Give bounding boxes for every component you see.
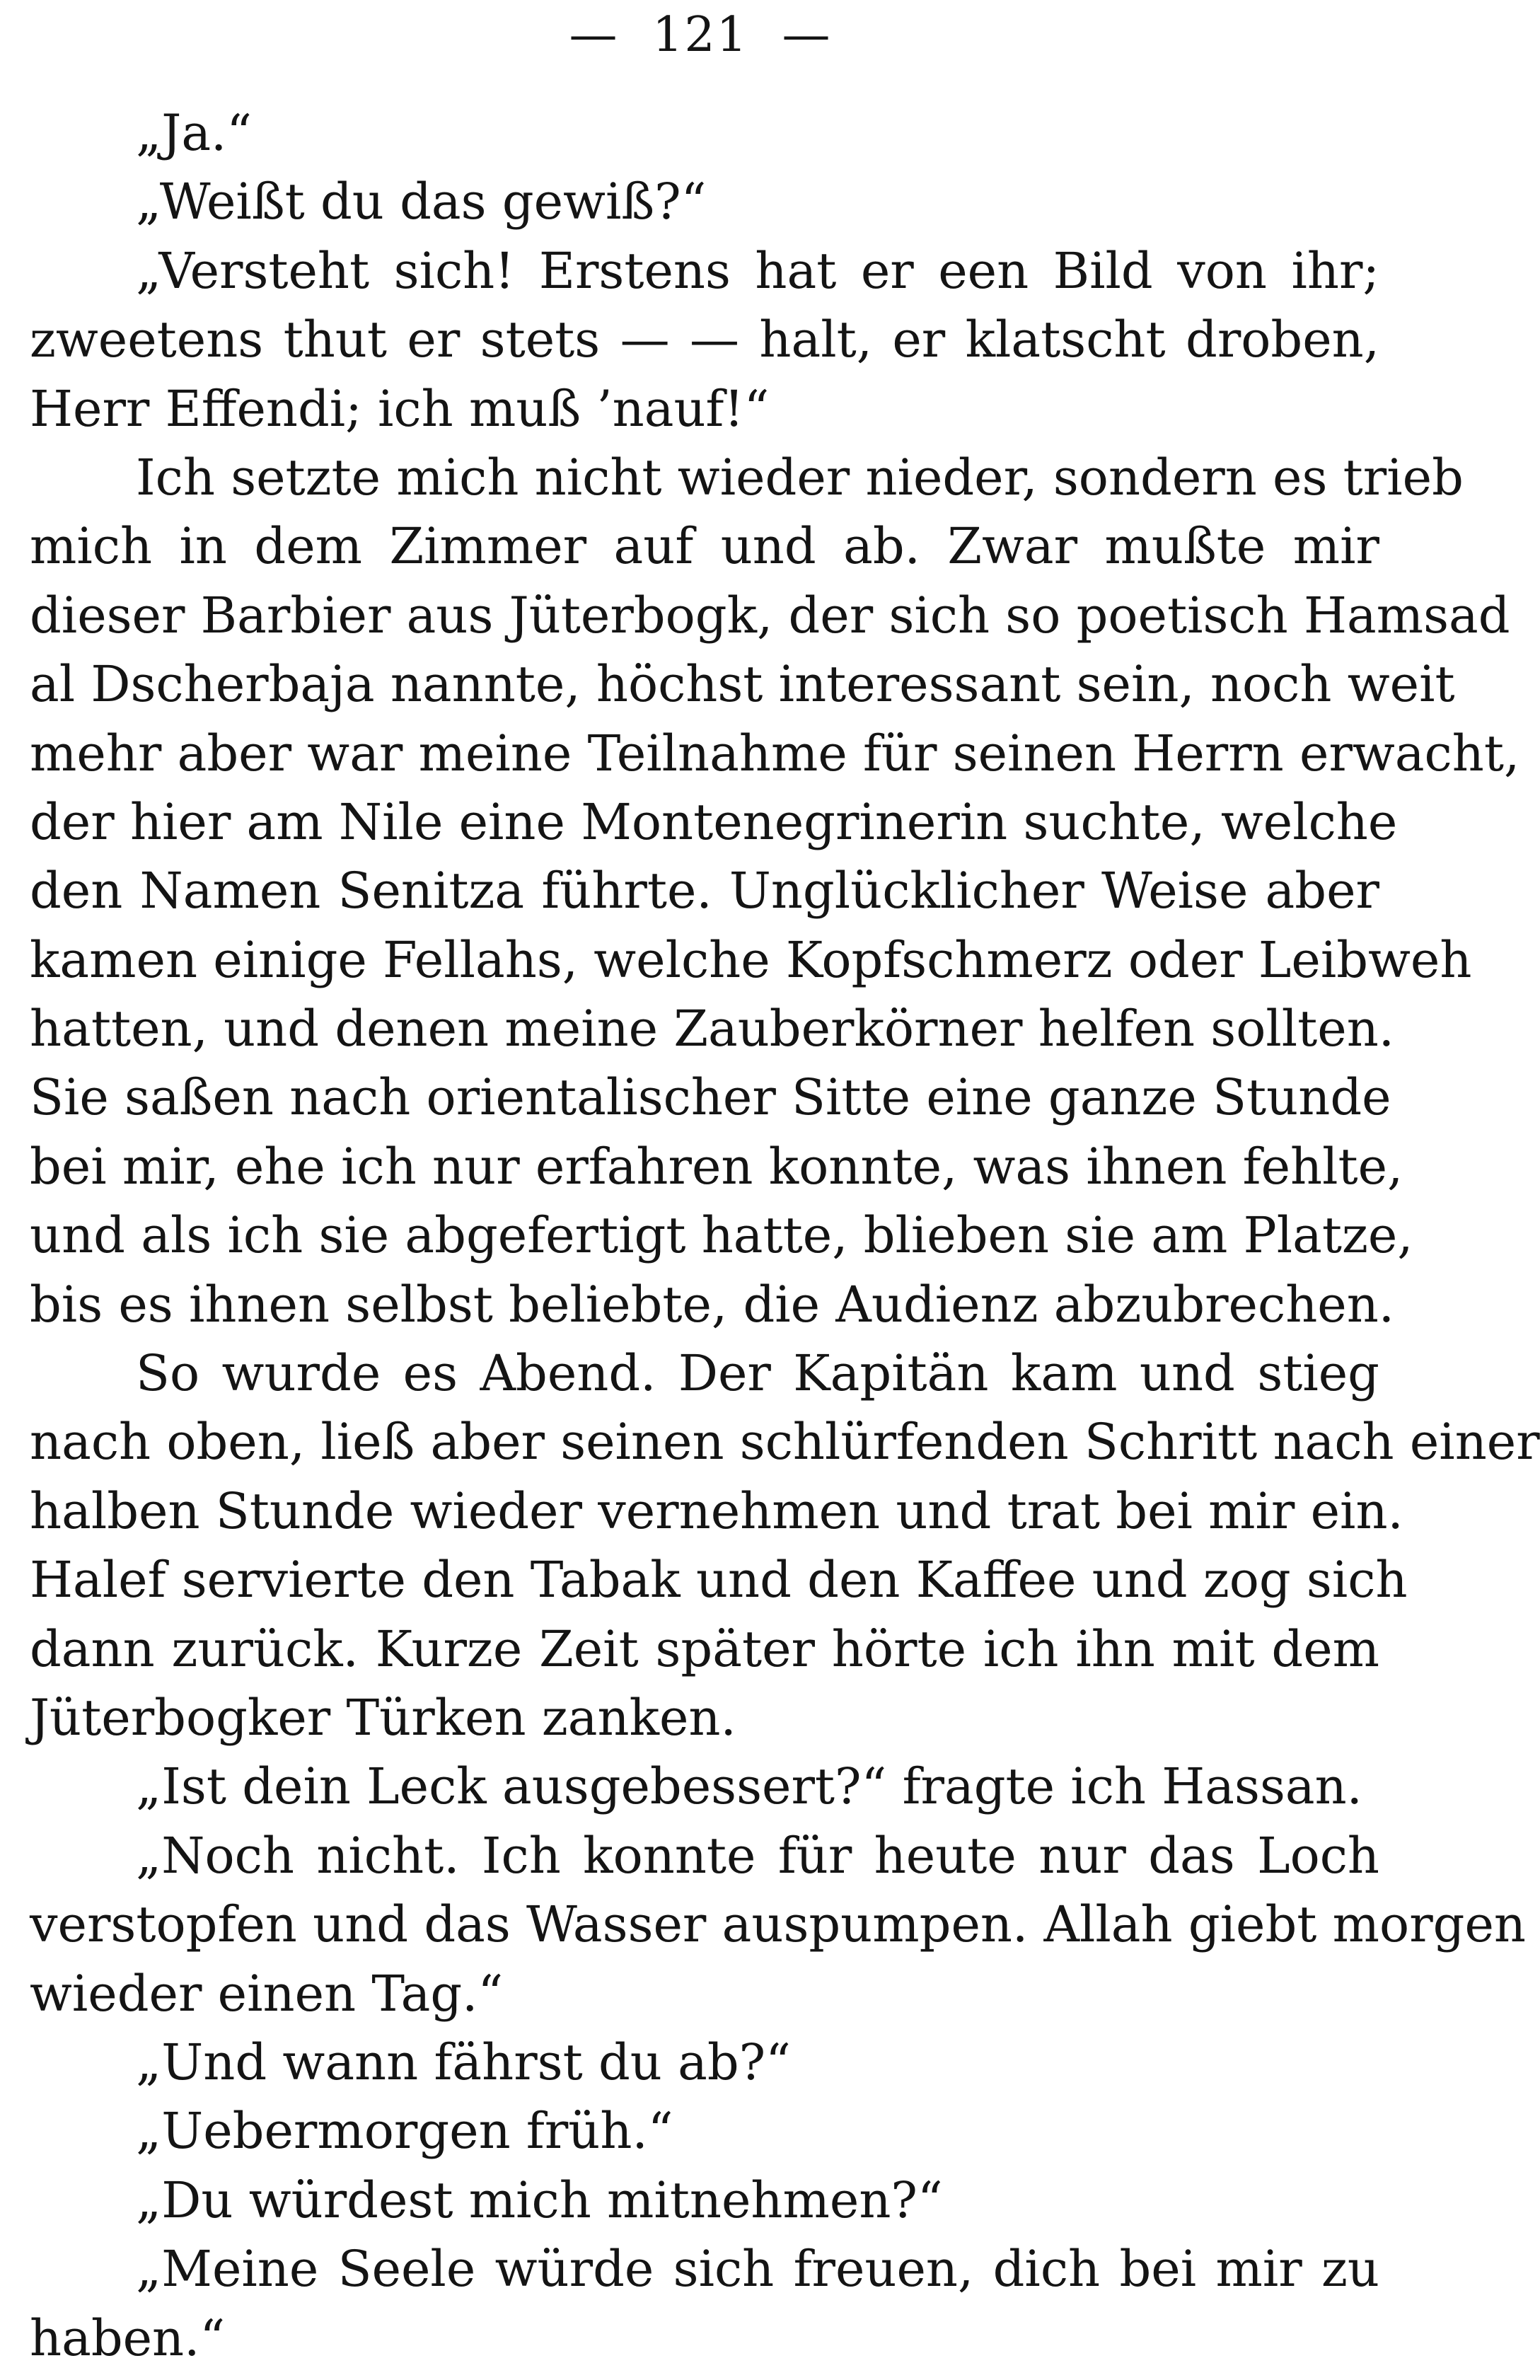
text-line: haben.“ — [30, 2309, 226, 2367]
text-line: Herr Effendi; ich muß ’nauf!“ — [30, 379, 770, 438]
text-line: dieser Barbier aus Jüterbogk, der sich so poetisch Hamsad — [30, 586, 1510, 645]
text-line: „Uebermorgen früh.“ — [136, 2102, 673, 2161]
text-line: „Meine Seele würde sich freuen, dich bei mir zu — [136, 2240, 1379, 2299]
text-line: halben Stunde wieder vernehmen und trat bei mir ein. — [30, 1481, 1403, 1540]
text-line: den Namen Senitza führte. Unglücklicher Weise aber — [30, 862, 1379, 920]
text-line: Halef servierte den Tabak und den Kaffee und zog sich — [30, 1551, 1408, 1610]
text-line: verstopfen und das Wasser auspumpen. Allah giebt morgen — [30, 1895, 1526, 1954]
text-line: hatten, und denen meine Zauberkörner helfen sollten. — [30, 1000, 1395, 1058]
text-line: nach oben, ließ aber seinen schlürfenden Schritt nach einer — [30, 1413, 1540, 1472]
text-line: mehr aber war meine Teilnahme für seinen Herrn erwacht, — [30, 724, 1520, 782]
text-line: „Noch nicht. Ich konnte für heute nur das Loch — [136, 1826, 1379, 1885]
text-line: Jüterbogker Türken zanken. — [30, 1688, 736, 1747]
text-line: „Weißt du das gewiß?“ — [136, 173, 707, 231]
text-line: „Du würdest mich mitnehmen?“ — [136, 2171, 943, 2229]
text-line: So wurde es Abend. Der Kapitän kam und stieg — [136, 1344, 1379, 1403]
text-line: bis es ihnen selbst beliebte, die Audienz abzubrechen. — [30, 1275, 1395, 1334]
text-line: „Und wann fährst du ab?“ — [136, 2033, 791, 2091]
text-line: kamen einige Fellahs, welche Kopfschmerz oder Leibweh — [30, 930, 1472, 989]
text-line: „Ist dein Leck ausgebessert?“ fragte ich Hassan. — [136, 1757, 1362, 1816]
text-line: mich in dem Zimmer auf und ab. Zwar mußte mir — [30, 517, 1379, 576]
text-line: bei mir, ehe ich nur erfahren konnte, was ihnen fehlte, — [30, 1137, 1403, 1196]
text-line: Ich setzte mich nicht wieder nieder, sondern es trieb — [136, 448, 1464, 507]
text-line: und als ich sie abgefertigt hatte, blieben sie am Platze, — [30, 1206, 1413, 1265]
body-text — [30, 99, 1540, 2373]
header-dash-left: — — [569, 7, 619, 63]
text-line: zweetens thut er stets — — halt, er klatscht droben, — [30, 311, 1379, 369]
text-line: wieder einen Tag.“ — [30, 1964, 504, 2023]
text-line: dann zurück. Kurze Zeit später hörte ich ihn mit dem — [30, 1619, 1379, 1678]
text-line: der hier am Nile eine Montenegrinerin suchte, welche — [30, 792, 1398, 851]
text-line: Sie saßen nach orientalischer Sitte eine ganze Stunde — [30, 1068, 1391, 1127]
text-line: „Ja.“ — [136, 104, 253, 162]
header-dash-right: — — [782, 7, 832, 63]
page-number: 121 — [652, 7, 748, 63]
text-line: „Versteht sich! Erstens hat er een Bild von ihr; — [136, 241, 1379, 300]
page-header — [0, 0, 1401, 78]
text-line: al Dscherbaja nannte, höchst interessant sein, noch weit — [30, 655, 1455, 714]
